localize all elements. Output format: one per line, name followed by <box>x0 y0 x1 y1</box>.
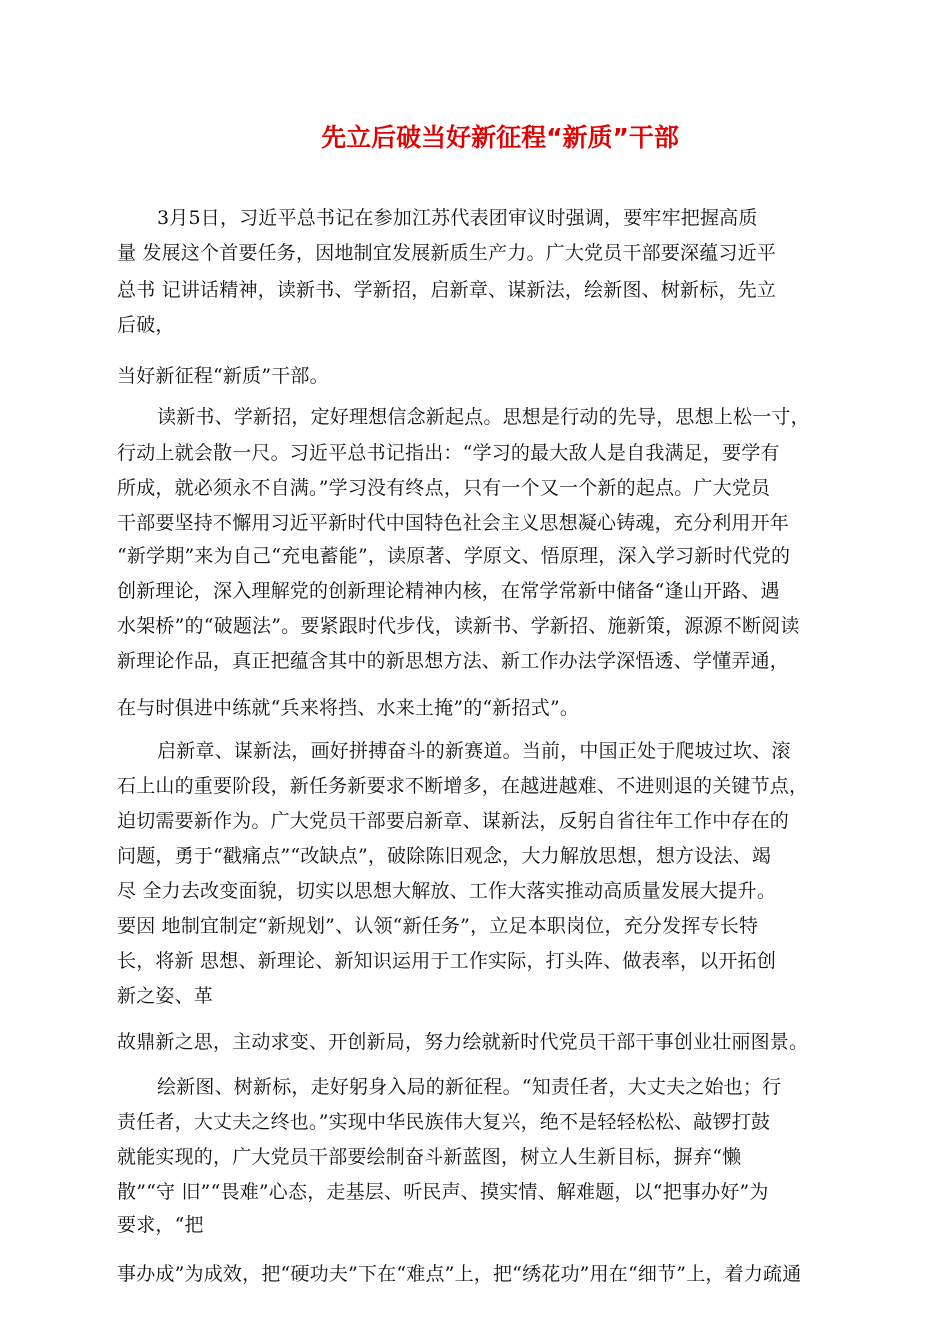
text-line: 石上山的重要阶段，新任务新要求不断增多，在越进越难、不进则退的关键节点， <box>117 775 809 797</box>
text-line: 故鼎新之思，主动求变、开创新局，努力绘就新时代党员干部干事创业壮丽图景。 <box>117 1031 809 1053</box>
text-line: 所成，就必须永不自满。”学习没有终点，只有一个又一个新的起点。广大党员 <box>117 477 771 499</box>
text-line: 总书 记讲话精神，读新书、学新招，启新章、谋新法，绘新图、树新标，先立 <box>117 279 777 301</box>
text-line: 散”“守 旧”“畏难”心态，走基层、听民声、摸实情、解难题，以“把事办好”为 <box>117 1181 769 1203</box>
text-line: 长，将新 思想、新理论、新知识运用于工作实际，打头阵、做表率，以开拓创 <box>117 950 777 972</box>
text-line: 迫切需要新作为。广大党员干部要启新章、谋新法，反躬自省往年工作中存在的 <box>117 810 790 832</box>
text-line: 责任者，大丈夫之终也。”实现中华民族伟大复兴，绝不是轻轻松松、敲锣打鼓 <box>117 1111 771 1133</box>
text-line: 读新书、学新招，定好理想信念新起点。思想是行动的先导，思想上松一寸， <box>157 406 810 428</box>
text-line: 要求，“把 <box>117 1214 204 1236</box>
text-line: 绘新图、树新标，走好躬身入局的新征程。“知责任者，大丈夫之始也；行 <box>157 1076 782 1098</box>
text-line: 水架桥”的“破题法”。要紧跟时代步伐，读新书、学新招、施新策，源源不断阅读 <box>117 615 800 637</box>
text-line: 行动上就会散一尺。习近平总书记指出：“学习的最大敌人是自我满足，要学有 <box>117 442 780 464</box>
text-line: 尽 全力去改变面貌，切实以思想大解放、工作大落实推动高质量发展大提升。 <box>117 880 777 902</box>
text-line: 事办成”为成效，把“硬功夫”下在“难点”上，把“绣花功”用在“细节”上，着力疏通 <box>117 1263 802 1285</box>
text-line: “新学期”来为自己“充电蓄能”，读原著、学原文、悟原理，深入学习新时代党的 <box>117 545 791 567</box>
text-line: 就能实现的，广大党员干部要绘制奋斗新蓝图，树立人生新目标，摒弃“懒 <box>117 1146 742 1168</box>
document-title: 先立后破当好新征程“新质”干部 <box>321 123 679 152</box>
text-line: 当好新征程“新质”干部。 <box>117 365 329 387</box>
text-line: 启新章、谋新法，画好拼搏奋斗的新赛道。当前，中国正处于爬坡过坎、滚 <box>157 740 791 762</box>
text-line: 在与时俱进中练就“兵来将挡、水来土掩”的“新招式”。 <box>117 697 580 719</box>
text-line: 问题，勇于“戳痛点”“改缺点”，破除陈旧观念，大力解放思想，想方设法、竭 <box>117 845 772 867</box>
text-line: 新理论作品，真正把蕴含其中的新思想方法、新工作办法学深悟透、学懂弄通， <box>117 650 790 672</box>
text-line: 3月5日，习近平总书记在参加江苏代表团审议时强调，要牢牢把握高质 <box>157 207 758 229</box>
text-line: 量 发展这个首要任务，因地制宜发展新质生产力。广大党员干部要深蕴习近平 <box>117 242 777 264</box>
text-line: 新之姿、革 <box>117 985 214 1007</box>
text-line: 干部要坚持不懈用习近平新时代中国特色社会主义思想凝心铸魂，充分利用开年 <box>117 512 790 534</box>
text-line: 后破， <box>117 314 175 336</box>
text-line: 创新理论，深入理解党的创新理论精神内核，在常学常新中储备“逢山开路、遇 <box>117 580 780 602</box>
text-line: 要因 地制宜制定“新规划”、认领“新任务”，立足本职岗位，充分发挥专长特 <box>117 915 759 937</box>
